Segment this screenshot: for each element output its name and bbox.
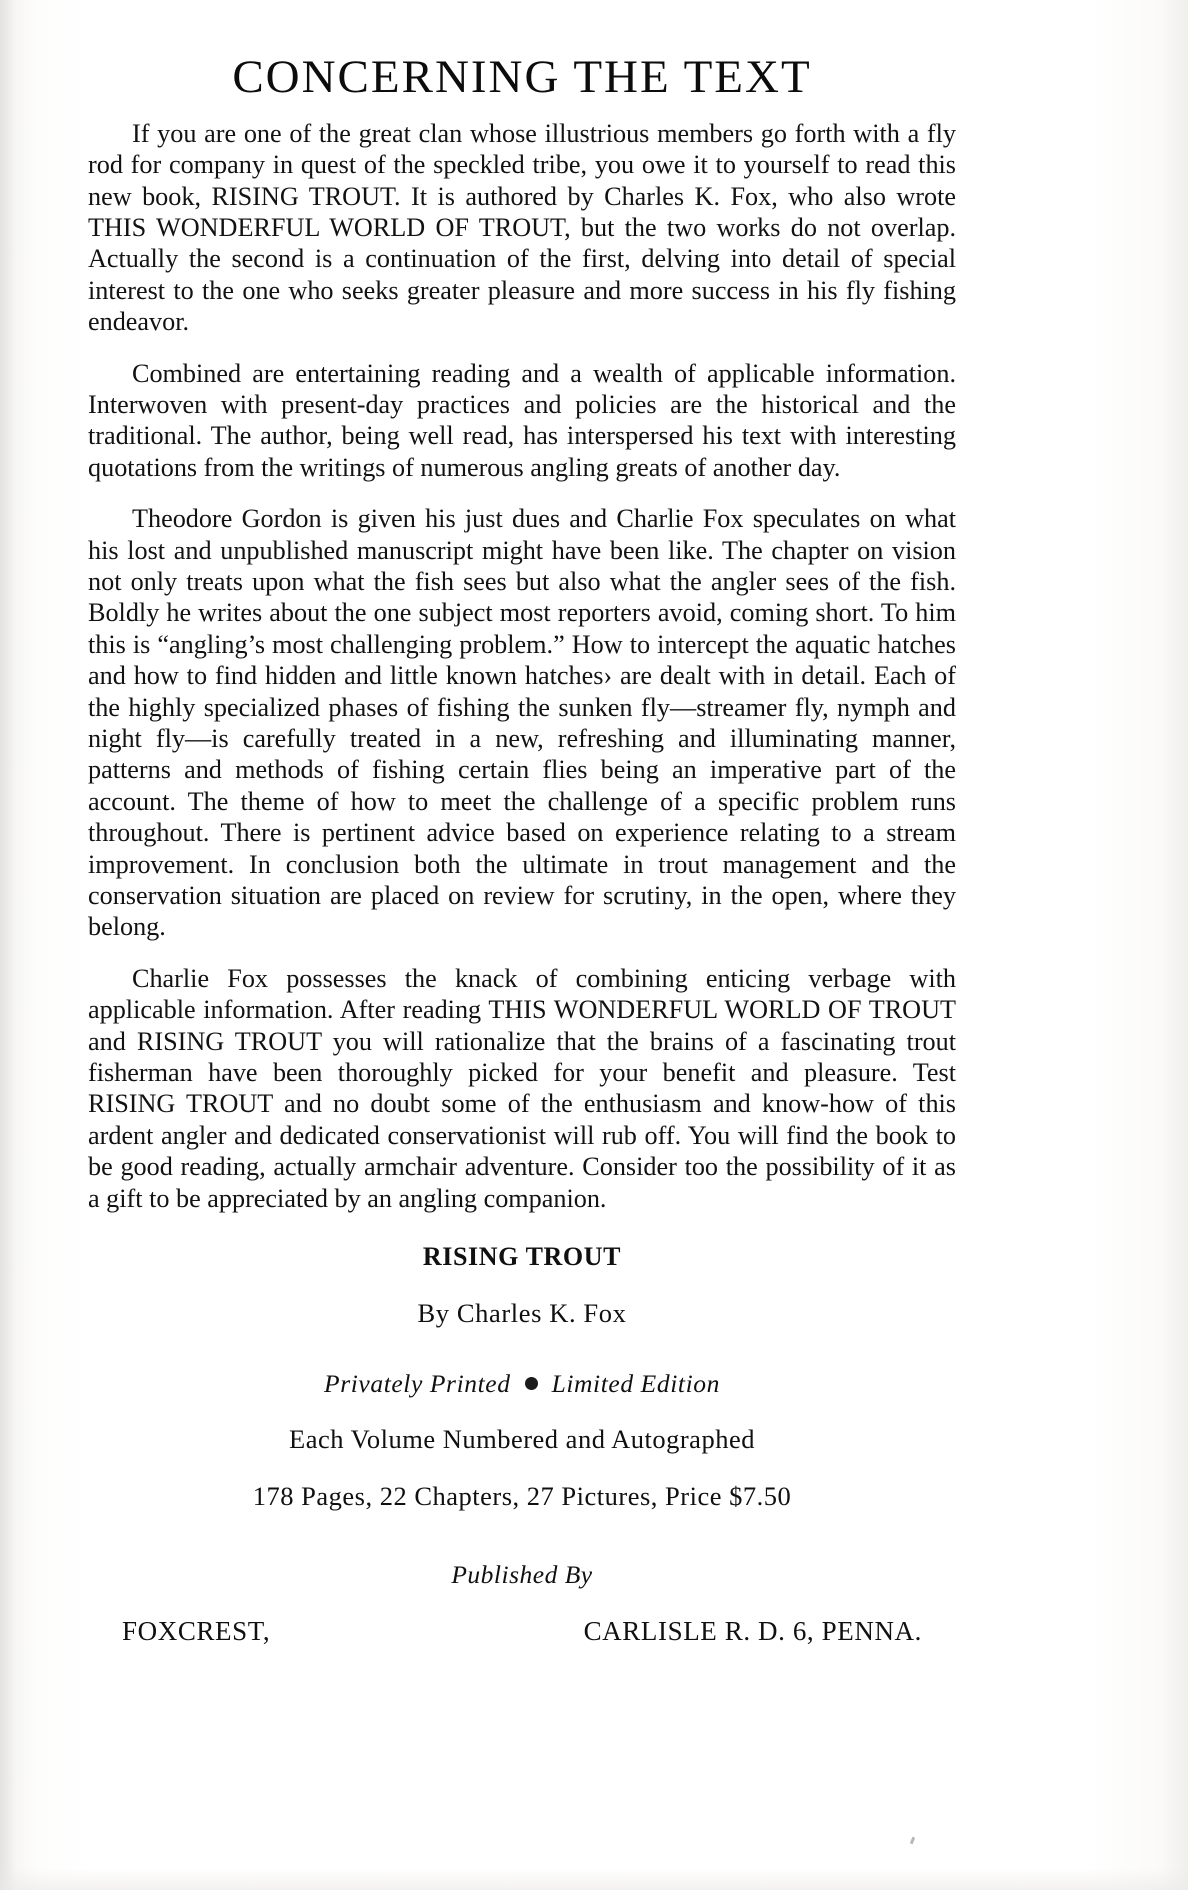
page-title: CONCERNING THE TEXT	[232, 51, 812, 103]
page-bottom-edge-shading	[0, 1868, 1188, 1890]
page-left-edge-shading	[0, 0, 16, 1890]
privately-printed-label: Privately Printed	[324, 1369, 511, 1399]
scan-speck	[910, 1837, 915, 1845]
body-paragraph-3: Theodore Gordon is given his just dues and Charlie Fox speculates on what his lost and unpublished manuscript might have been like. The chapter on vision not only treats upon what the fish sees but also what the angler sees of the fish. Boldly he writes about the one subject most reporters avoid, coming short. To him this is “angling’s most challenging problem.” How to intercept the aquatic hatches and how to find hidden and little known hatches› are dealt with in detail. Each of the highly specialized phases of fishing the sunken fly—streamer fly, nymph and night fly—is carefully treated in a new, refreshing and illuminating manner, patterns and methods of fishing certain flies being an imperative part of the account. The theme of how to meet the challenge of a specific problem runs throughout. There is pertinent advice based on experience relating to a stream improvement. In conclusion both the ultimate in trout management and the conservation situation are placed on review for scrutiny, in the open, where they belong.	[88, 504, 956, 942]
document-body	[88, 52, 956, 1647]
publisher-imprint	[88, 1616, 956, 1647]
imprint-address: CARLISLE R. D. 6, PENNA.	[583, 1616, 922, 1647]
colophon-block	[88, 1242, 956, 1590]
book-specs-line: 178 Pages, 22 Chapters, 27 Pictures, Price $7.50	[252, 1481, 792, 1512]
body-paragraph-2: Combined are entertaining reading and a wealth of applicable information. Interwoven with present-day practices and policies are the historical and the traditional. The author, being well read, has interspersed his text with interesting quotations from the writings of numerous angling greats of another day.	[88, 358, 956, 482]
book-title: RISING TROUT	[422, 1242, 622, 1272]
edition-line	[88, 1369, 956, 1399]
numbered-autographed-note: Each Volume Numbered and Autographed	[289, 1424, 755, 1455]
book-author-byline: By Charles K. Fox	[417, 1298, 627, 1329]
published-by-label: Published By	[451, 1560, 593, 1590]
imprint-publisher-name: FOXCREST,	[122, 1616, 271, 1647]
body-paragraph-1: If you are one of the great clan whose illustrious members go forth with a fly rod for company in quest of the speckled tribe, you owe it to yourself to read this new book, RISING TROUT. It is authored by Charles K. Fox, who also wrote THIS WONDERFUL WORLD OF TROUT, but the two works do not overlap. Actually the second is a continuation of the first, delving into detail of special interest to the one who seeks greater pleasure and more success in his fly fishing endeavor.	[88, 118, 956, 337]
bullet-icon	[525, 1377, 538, 1390]
body-paragraph-4: Charlie Fox possesses the knack of combining enticing verbage with applicable information. After reading THIS WONDERFUL WORLD OF TROUT and RISING TROUT you will rationalize that the brains of a fascinating trout fisherman have been thoroughly picked for your benefit and pleasure. Test RISING TROUT and no doubt some of the enthusiasm and know-how of this ardent angler and dedicated conservationist will rub off. You will find the book to be good reading, actually armchair adventure. Consider too the possibility of it as a gift to be appreciated by an angling companion.	[88, 963, 956, 1213]
limited-edition-label: Limited Edition	[551, 1369, 720, 1399]
